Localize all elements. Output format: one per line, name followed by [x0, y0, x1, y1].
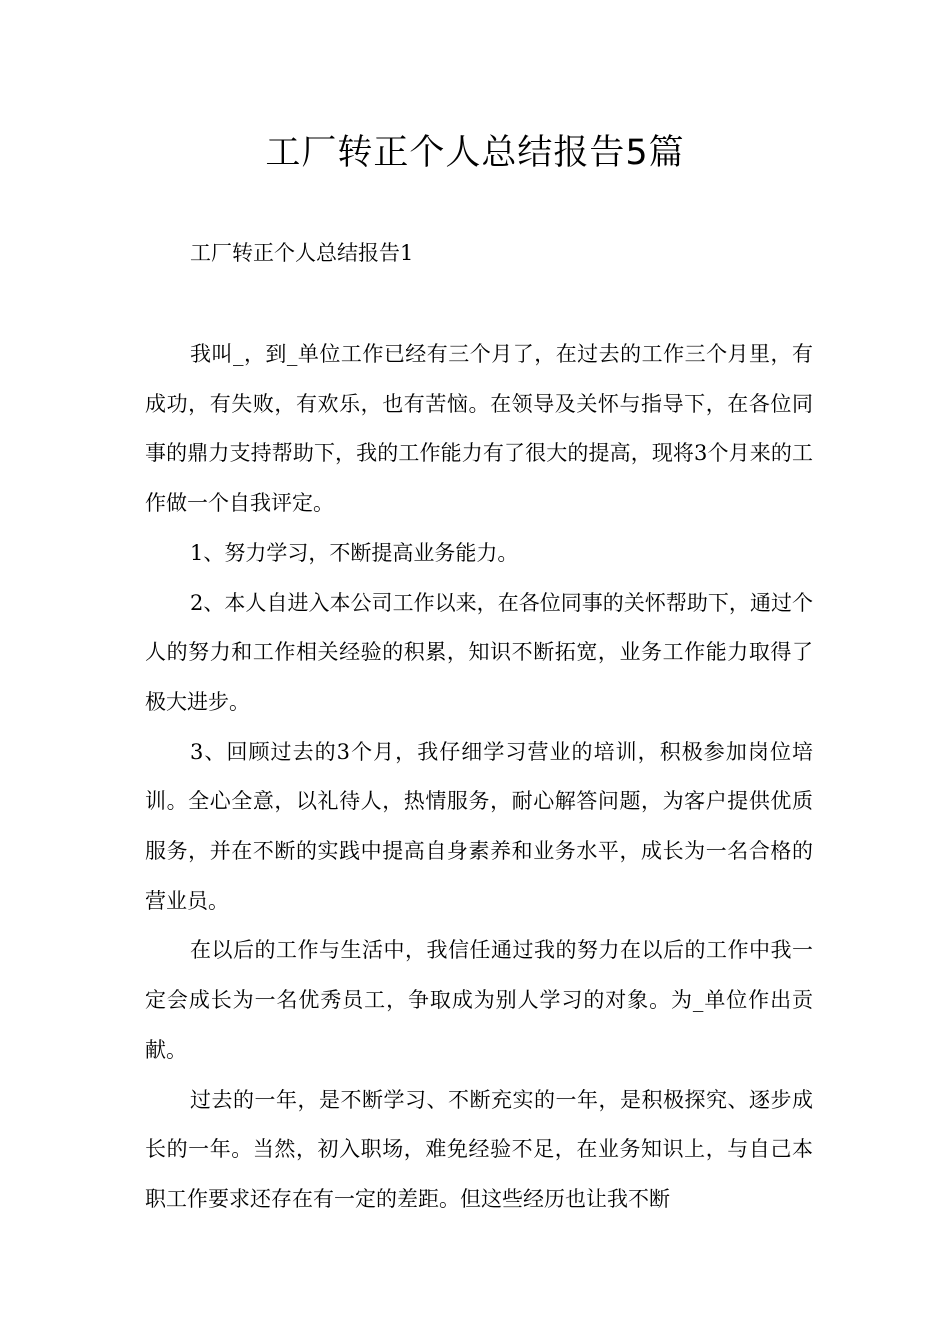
paragraph-item-1: 1、努力学习，不断提高业务能力。 [190, 540, 519, 565]
document-title: 工厂转正个人总结报告5篇 [265, 133, 685, 173]
paragraph-item-2: 2、本人自进入本公司工作以来，在各位同事的关怀帮助下，通过个人的努力和工作相关经验的积累，知识不断拓宽，业务工作能力取得了极大进步。 [145, 590, 813, 714]
paragraph-review: 过去的一年，是不断学习、不断充实的一年，是积极探究、逐步成长的一年。当然，初入职场，难免经验不足，在业务知识上，与自己本职工作要求还存在有一定的差距。但这些经历也让我不断 [145, 1087, 813, 1211]
paragraph-future: 在以后的工作与生活中，我信任通过我的努力在以后的工作中我一定会成长为一名优秀员工，争取成为别人学习的对象。为_单位作出贡献。 [145, 938, 813, 1062]
paragraph-intro: 我叫_，到_单位工作已经有三个月了，在过去的工作三个月里，有成功，有失败，有欢乐，也有苦恼。在领导及关怀与指导下，在各位同事的鼎力支持帮助下，我的工作能力有了很大的提高，现将3个月来的工作做一个自我评定。 [145, 342, 813, 516]
section-heading: 工厂转正个人总结报告1 [190, 241, 414, 265]
paragraph-item-3: 3、回顾过去的3个月，我仔细学习营业的培训，积极参加岗位培训。全心全意，以礼待人，热情服务，耐心解答问题，为客户提供优质服务，并在不断的实践中提高自身素养和业务水平，成长为一名合格的营业员。 [145, 739, 813, 913]
document-body [145, 330, 813, 1225]
